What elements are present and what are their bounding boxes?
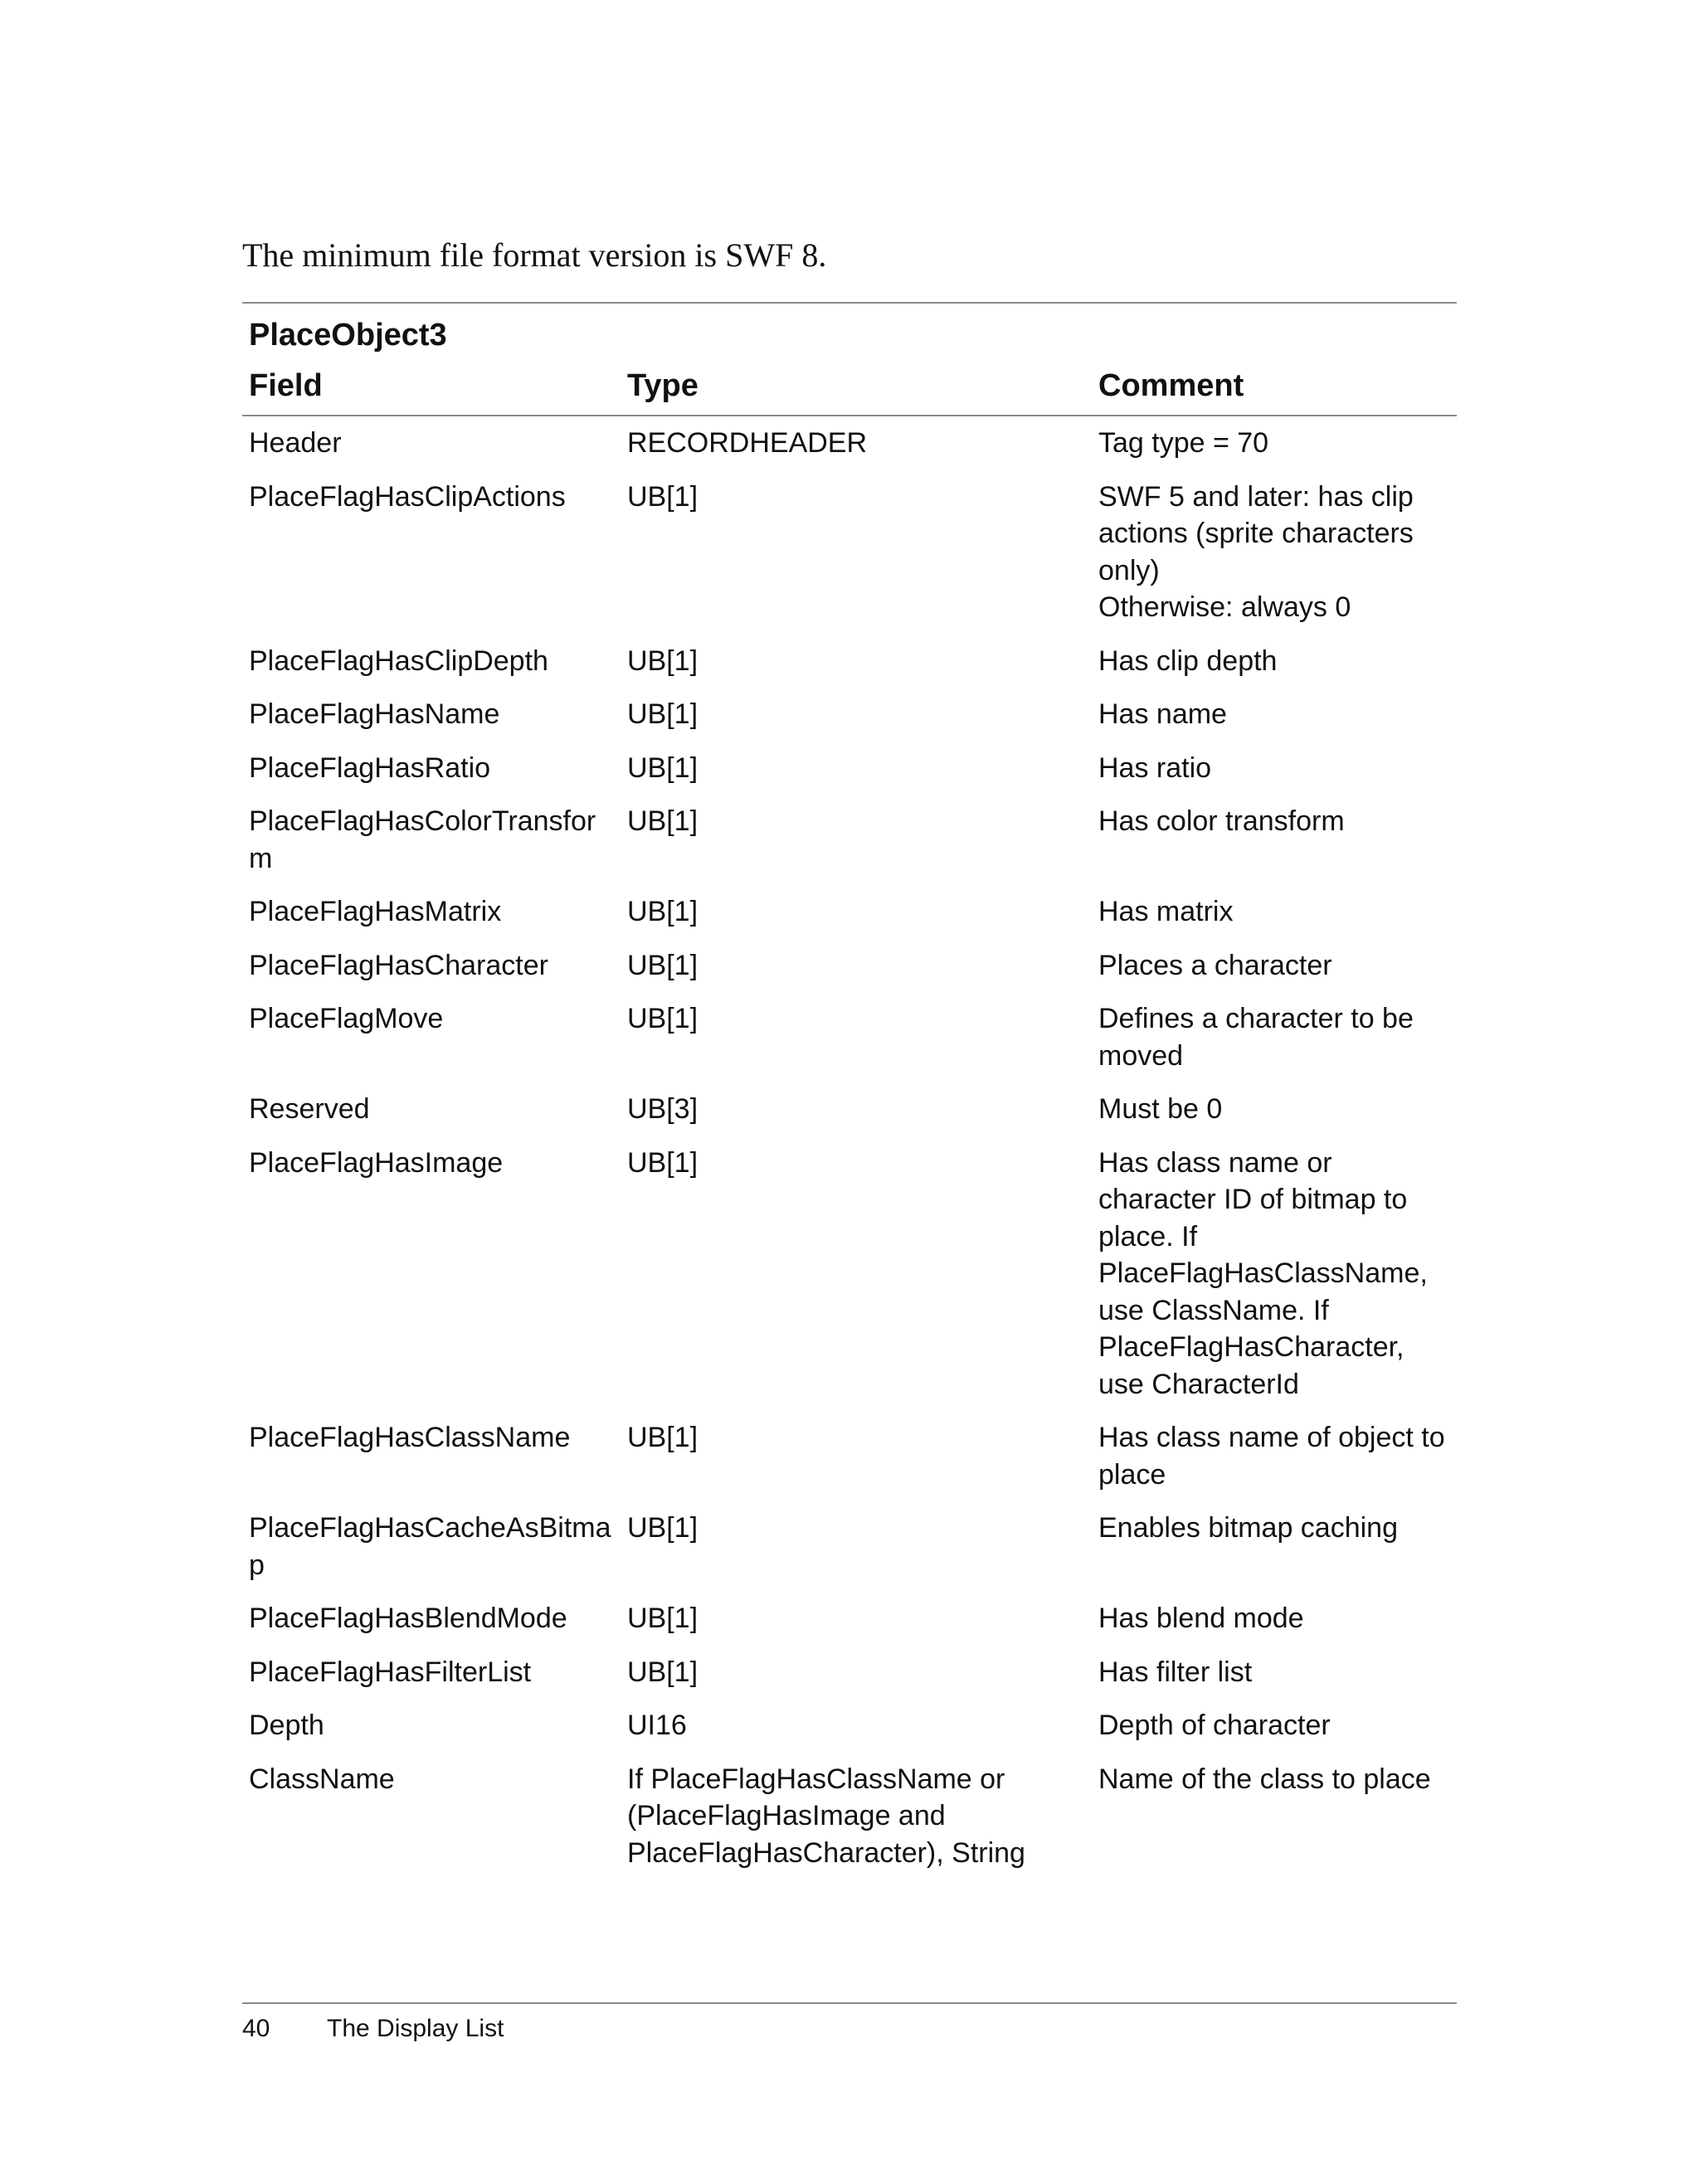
field-cell: PlaceFlagHasColorTransform xyxy=(249,805,596,874)
comment-cell: Depth of character xyxy=(1098,1710,1331,1741)
type-cell: If PlaceFlagHasClassName or (PlaceFlagHasImage and PlaceFlagHasCharacter), String xyxy=(627,1763,1025,1869)
field-cell: Depth xyxy=(249,1710,324,1741)
table-row xyxy=(242,416,1457,470)
type-cell: UB[1] xyxy=(627,644,699,677)
field-cell: PlaceFlagHasClipActions xyxy=(249,480,566,513)
type-cell: UB[1] xyxy=(627,896,699,927)
comment-cell: Has filter list xyxy=(1098,1656,1253,1688)
type-cell: UB[1] xyxy=(627,698,699,730)
type-cell: UB[1] xyxy=(627,1603,699,1634)
page-number: 40 xyxy=(242,2015,270,2042)
type-cell: UB[1] xyxy=(627,480,699,513)
type-cell: UB[1] xyxy=(627,1512,699,1544)
table-row xyxy=(242,992,1457,1082)
header-type: Type xyxy=(627,368,699,403)
table-row xyxy=(242,635,1457,688)
comment-cell: SWF 5 and later: has clip actions (sprite characters only) Otherwise: always 0 xyxy=(1098,480,1414,623)
field-cell: Reserved xyxy=(249,1093,370,1125)
type-cell: UB[1] xyxy=(627,949,699,981)
table-row xyxy=(242,470,1457,635)
field-cell: PlaceFlagHasCacheAsBitmap xyxy=(249,1512,611,1581)
table-row xyxy=(242,1082,1457,1136)
field-cell: PlaceFlagHasBlendMode xyxy=(249,1603,567,1634)
table-row xyxy=(242,1592,1457,1646)
comment-cell: Has blend mode xyxy=(1098,1603,1304,1634)
field-cell: Header xyxy=(249,427,342,459)
field-cell: PlaceFlagHasMatrix xyxy=(249,896,502,927)
field-cell: PlaceFlagHasClassName xyxy=(249,1422,571,1453)
table-row xyxy=(242,885,1457,939)
table-row xyxy=(242,742,1457,795)
field-cell: PlaceFlagHasClipDepth xyxy=(249,644,548,677)
comment-cell: Must be 0 xyxy=(1098,1093,1223,1125)
table-row xyxy=(242,1753,1457,1880)
table-header-row xyxy=(242,358,1457,416)
type-cell: UB[3] xyxy=(627,1093,699,1125)
field-cell: PlaceFlagHasName xyxy=(249,698,500,730)
table-row xyxy=(242,1136,1457,1412)
header-field: Field xyxy=(249,368,323,403)
table-row xyxy=(242,1501,1457,1592)
type-cell: UB[1] xyxy=(627,1422,699,1453)
comment-cell: Has matrix xyxy=(1098,896,1234,927)
comment-cell: Has name xyxy=(1098,698,1227,730)
field-cell: PlaceFlagHasImage xyxy=(249,1146,504,1179)
comment-cell: Has clip depth xyxy=(1098,644,1278,677)
type-cell: UB[1] xyxy=(627,752,699,784)
field-cell: PlaceFlagMove xyxy=(249,1003,444,1034)
field-cell: PlaceFlagHasCharacter xyxy=(249,949,548,981)
table-row xyxy=(242,1411,1457,1501)
table-title: PlaceObject3 xyxy=(249,318,447,353)
header-comment: Comment xyxy=(1098,368,1244,403)
field-cell: PlaceFlagHasFilterList xyxy=(249,1656,532,1688)
type-cell: UB[1] xyxy=(627,805,699,837)
table-row xyxy=(242,1646,1457,1700)
type-cell: UB[1] xyxy=(627,1656,699,1688)
type-cell: UI16 xyxy=(627,1710,687,1741)
table-body xyxy=(242,416,1457,1880)
placeobject3-table xyxy=(242,302,1457,1880)
comment-cell: Has class name or character ID of bitmap to place. If PlaceFlagHasClassName, use ClassName. If PlaceFlagHasCharacter, use CharacterId xyxy=(1098,1146,1428,1400)
table-row xyxy=(242,688,1457,742)
section-title: The Display List xyxy=(327,2015,504,2042)
comment-cell: Name of the class to place xyxy=(1098,1763,1431,1795)
type-cell: UB[1] xyxy=(627,1003,699,1034)
comment-cell: Tag type = 70 xyxy=(1098,427,1269,459)
field-cell: PlaceFlagHasRatio xyxy=(249,752,491,784)
table-row xyxy=(242,795,1457,885)
comment-cell: Has ratio xyxy=(1098,752,1212,784)
page-footer xyxy=(242,2002,1457,2045)
intro-paragraph: The minimum file format version is SWF 8. xyxy=(242,236,827,274)
comment-cell: Defines a character to be moved xyxy=(1098,1003,1414,1072)
field-cell: ClassName xyxy=(249,1763,395,1795)
comment-cell: Has color transform xyxy=(1098,805,1345,837)
table-row xyxy=(242,939,1457,993)
type-cell: UB[1] xyxy=(627,1146,699,1179)
table-row xyxy=(242,1699,1457,1753)
type-cell: RECORDHEADER xyxy=(627,427,868,459)
comment-cell: Enables bitmap caching xyxy=(1098,1512,1399,1544)
comment-cell: Has class name of object to place xyxy=(1098,1422,1445,1491)
comment-cell: Places a character xyxy=(1098,949,1332,981)
